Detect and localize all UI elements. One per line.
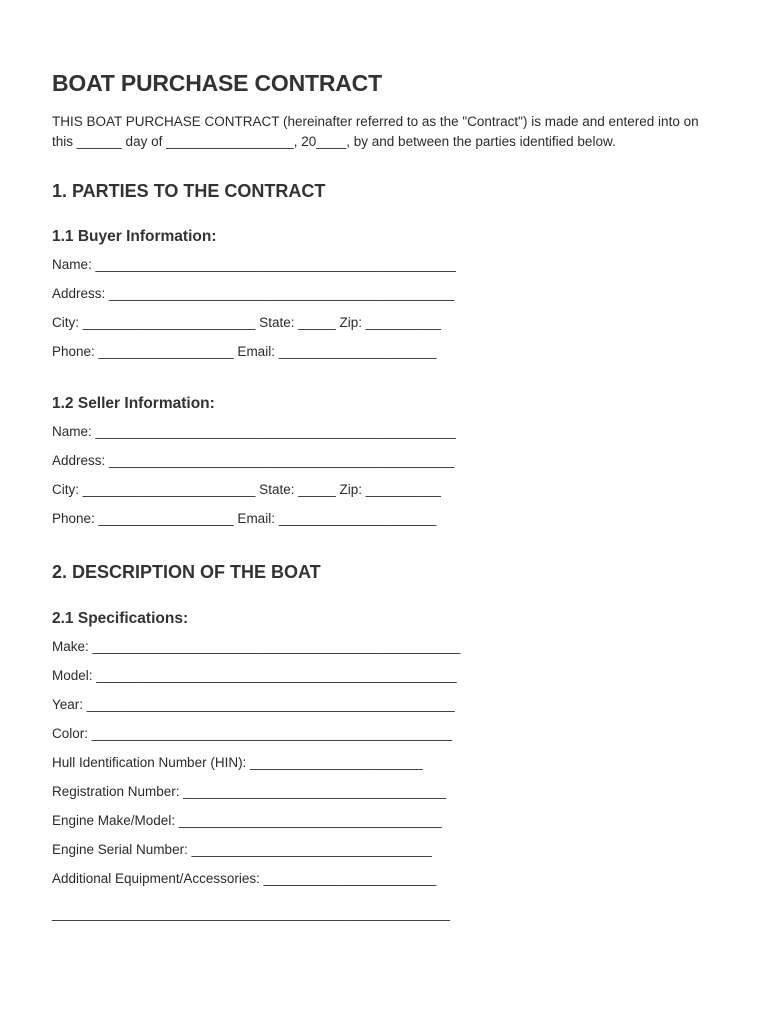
boat-model-field[interactable]: Model: ________________________________________________ — [52, 668, 457, 683]
subheading-seller-information: 1.2 Seller Information: — [52, 395, 215, 412]
section-heading-parties: 1. PARTIES TO THE CONTRACT — [52, 181, 326, 201]
document-title: BOAT PURCHASE CONTRACT — [52, 70, 382, 96]
registration-number-field[interactable]: Registration Number: ___________________________________ — [52, 784, 447, 799]
buyer-address-field[interactable]: Address: ______________________________________________ — [52, 286, 455, 301]
seller-city-state-zip-field[interactable]: City: _______________________ State: _____ Zip: __________ — [52, 482, 441, 497]
seller-phone-email-field[interactable]: Phone: __________________ Email: _____________________ — [52, 511, 437, 526]
boat-year-field[interactable]: Year: _________________________________________________ — [52, 697, 455, 712]
buyer-name-field[interactable]: Name: ________________________________________________ — [52, 257, 456, 272]
additional-equipment-field[interactable]: Additional Equipment/Accessories: _______________________ — [52, 871, 437, 886]
intro-paragraph: THIS BOAT PURCHASE CONTRACT (hereinafter referred to as the "Contract") is made and entered into on this ______ day of _________________, 20____, by and between the parties identified below. — [52, 114, 699, 149]
contract-page — [52, 70, 732, 934]
hull-identification-number-field[interactable]: Hull Identification Number (HIN): _______________________ — [52, 755, 423, 770]
seller-address-field[interactable]: Address: ______________________________________________ — [52, 453, 455, 468]
subheading-specifications: 2.1 Specifications: — [52, 610, 189, 627]
engine-make-model-field[interactable]: Engine Make/Model: ___________________________________ — [52, 813, 442, 828]
additional-equipment-continuation-field[interactable]: _____________________________________________________ — [52, 906, 450, 921]
section-heading-boat-description: 2. DESCRIPTION OF THE BOAT — [52, 562, 321, 582]
boat-make-field[interactable]: Make: _________________________________________________ — [52, 639, 461, 654]
buyer-phone-email-field[interactable]: Phone: __________________ Email: _____________________ — [52, 344, 437, 359]
boat-color-field[interactable]: Color: ________________________________________________ — [52, 726, 453, 741]
seller-name-field[interactable]: Name: ________________________________________________ — [52, 424, 456, 439]
buyer-city-state-zip-field[interactable]: City: _______________________ State: _____ Zip: __________ — [52, 315, 441, 330]
subheading-buyer-information: 1.1 Buyer Information: — [52, 228, 217, 245]
engine-serial-number-field[interactable]: Engine Serial Number: ________________________________ — [52, 842, 432, 857]
